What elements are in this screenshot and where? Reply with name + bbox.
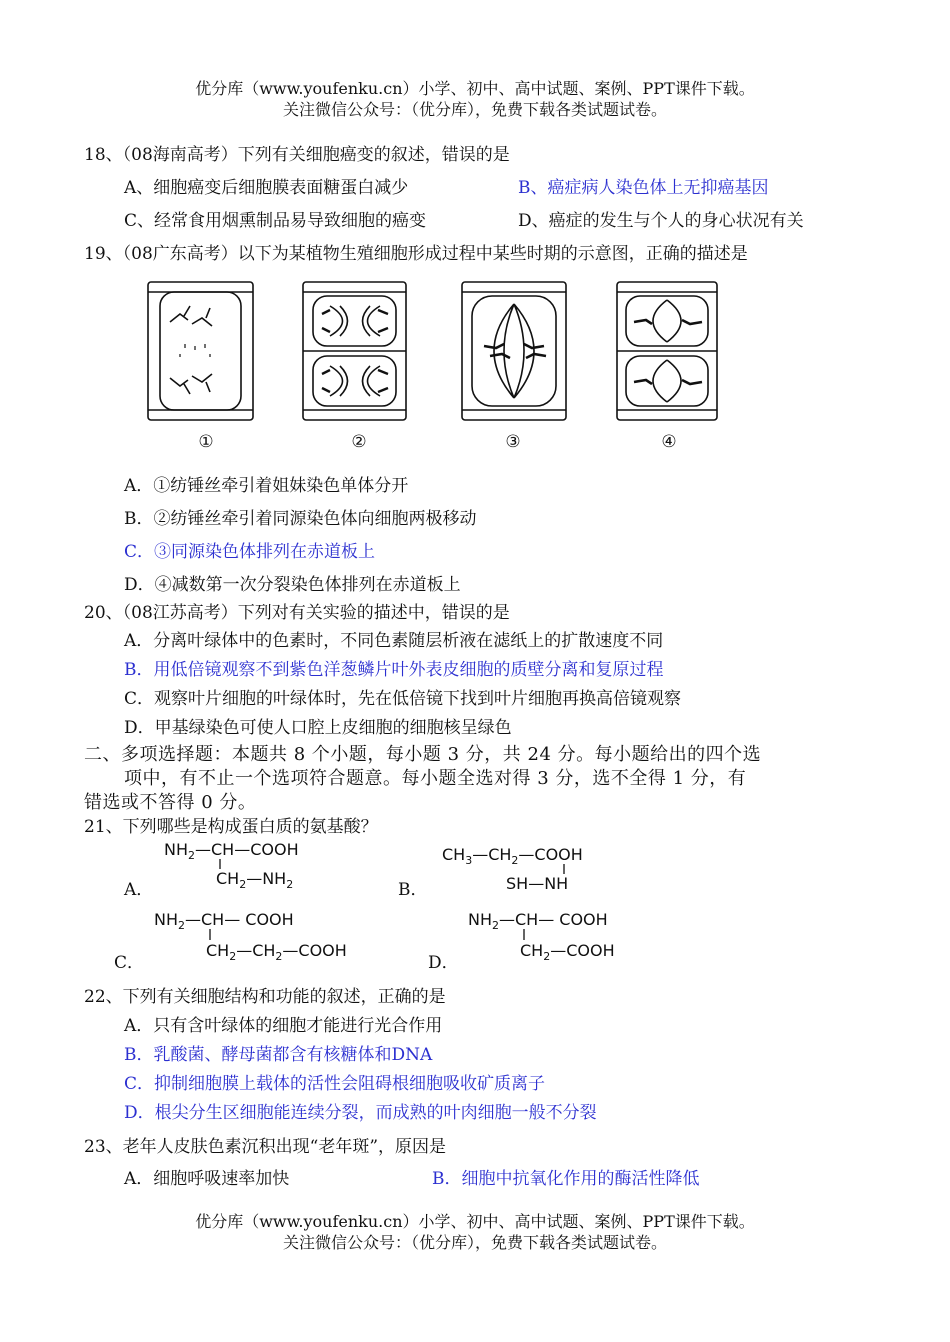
- q21-label-d: D．: [428, 953, 459, 973]
- q18-option-b: B、癌症病人染色体上无抑癌基因: [518, 178, 769, 198]
- svg-text:CH2—COOH: $CH_2—COOH$: [520, 941, 615, 960]
- header-line-1: 优分库（www.youfenku.cn）小学、初中、高中试题、案例、PPT课件下载。: [195, 79, 755, 98]
- svg-text:CH2—NH2: $CH_2—NH_2$: [216, 869, 294, 888]
- q21-stem: 21、下列哪些是构成蛋白质的氨基酸？: [84, 817, 378, 837]
- section2-line-2: 项中，有不止一个选项符合题意。每小题全选对得 3 分，选不全得 1 分，有: [124, 768, 747, 789]
- svg-text:CH2—CH2—COOH: $CH_2—CH_2—COOH$: [206, 941, 347, 960]
- q23-stem: 23、老年人皮肤色素沉积出现“老年斑”，原因是: [84, 1137, 447, 1157]
- q21-structure-b: [442, 843, 642, 897]
- q20-option-a: A．分离叶绿体中的色素时，不同色素随层析液在滤纸上的扩散速度不同: [124, 631, 664, 651]
- svg-text:CH3—CH2—COOH: $CH_3—CH_2—COOH$: [442, 845, 583, 867]
- cell-diagrams-figure: [140, 278, 730, 428]
- q22-option-d: D．根尖分生区细胞能连续分裂，而成熟的叶肉细胞一般不分裂: [124, 1103, 597, 1123]
- q21-structure-a: [164, 838, 364, 892]
- q18-option-d: D、癌症的发生与个人的身心状况有关: [518, 211, 804, 231]
- q19-option-a: A．①纺锤丝牵引着姐妹染色单体分开: [124, 476, 409, 496]
- svg-text:NH2—CH— COOH: $NH_2—CH—$ COOH: [154, 910, 294, 932]
- svg-text:SH—NH: SH—NH: [506, 874, 569, 893]
- q20-option-d: D．甲基绿染色可使人口腔上皮细胞的细胞核呈绿色: [124, 718, 512, 738]
- q19-option-c: C．③同源染色体排列在赤道板上: [124, 542, 376, 562]
- q21-label-b: B．: [398, 880, 428, 900]
- cell-diagram-2-icon: [303, 282, 406, 420]
- svg-text:NH2—CH—COOH: $NH_2—CH—COOH$: [164, 840, 299, 862]
- q22-stem: 22、下列有关细胞结构和功能的叙述，正确的是: [84, 987, 446, 1007]
- section2-line-3: 错选或不答得 0 分。: [84, 792, 257, 813]
- footer-line-1: 优分库（www.youfenku.cn）小学、初中、高中试题、案例、PPT课件下载。: [195, 1212, 755, 1231]
- q23-option-a: A．细胞呼吸速率加快: [124, 1169, 290, 1189]
- q22-option-b: B．乳酸菌、酵母菌都含有核糖体和DNA: [124, 1045, 433, 1065]
- figure-caption-1: ①: [198, 432, 214, 452]
- q22-option-c: C．抑制细胞膜上载体的活性会阻碍根细胞吸收矿质离子: [124, 1074, 546, 1094]
- section2-line-1: 二、多项选择题：本题共 8 个小题，每小题 3 分，共 24 分。每小题给出的四个选: [84, 744, 762, 765]
- q21-label-a: A．: [124, 880, 154, 900]
- figure-caption-2: ②: [351, 432, 367, 452]
- figure-caption-3: ③: [505, 432, 521, 452]
- q18-option-c: C、经常食用烟熏制品易导致细胞的癌变: [124, 211, 427, 231]
- q20-option-b: B．用低倍镜观察不到紫色洋葱鳞片叶外表皮细胞的质壁分离和复原过程: [124, 660, 664, 680]
- q23-option-b: B．细胞中抗氧化作用的酶活性降低: [432, 1169, 700, 1189]
- figure-caption-4: ④: [661, 432, 677, 452]
- cell-diagram-3-icon: [462, 282, 566, 420]
- q18-option-a: A、细胞癌变后细胞膜表面糖蛋白减少: [124, 178, 409, 198]
- q21-label-c: C．: [114, 953, 145, 973]
- q19-stem: 19、（08广东高考）以下为某植物生殖细胞形成过程中某些时期的示意图，正确的描述是: [84, 244, 748, 264]
- header-line-2: 关注微信公众号：（优分库），免费下载各类试题试卷。: [282, 100, 667, 119]
- q19-option-b: B．②纺锤丝牵引着同源染色体向细胞两极移动: [124, 509, 477, 529]
- q21-structure-d: [468, 908, 668, 964]
- svg-text:NH2—CH— COOH: $NH_2—CH—$ COOH: [468, 910, 608, 932]
- q22-option-a: A．只有含叶绿体的细胞才能进行光合作用: [124, 1016, 443, 1036]
- footer-line-2: 关注微信公众号：（优分库），免费下载各类试题试卷。: [282, 1233, 667, 1252]
- cell-diagram-4-icon: [617, 282, 717, 420]
- cell-diagram-1-icon: [148, 282, 253, 420]
- q18-stem: 18、（08海南高考）下列有关细胞癌变的叙述，错误的是: [84, 145, 510, 165]
- q20-option-c: C．观察叶片细胞的叶绿体时，先在低倍镜下找到叶片细胞再换高倍镜观察: [124, 689, 682, 709]
- q21-structure-c: [154, 908, 394, 964]
- q20-stem: 20、（08江苏高考）下列对有关实验的描述中，错误的是: [84, 603, 510, 623]
- q19-option-d: D．④减数第一次分裂染色体排列在赤道板上: [124, 575, 461, 595]
